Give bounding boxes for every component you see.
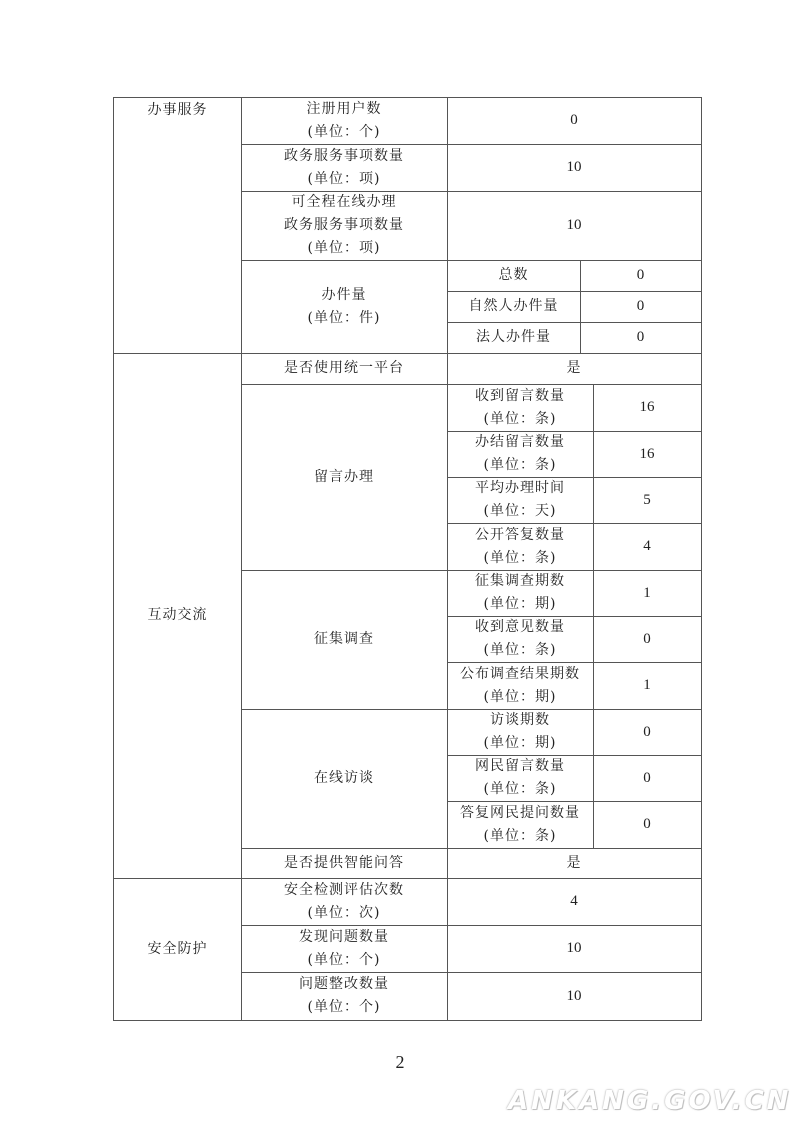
value-netizen-messages: 0: [643, 769, 651, 786]
row-divider: [241, 972, 702, 973]
row-divider: [241, 260, 702, 261]
row-divider: [447, 431, 702, 432]
row-divider: [447, 616, 702, 617]
row-divider: [447, 801, 702, 802]
label-online-items: 可全程在线办理 政务服务事项数量 (单位：项): [284, 194, 404, 256]
row-divider: [447, 291, 702, 292]
label-unified-platform: 是否使用统一平台: [284, 360, 404, 376]
row-divider: [447, 755, 702, 756]
row-divider: [241, 144, 702, 145]
label-legal-person: 法人办件量: [476, 329, 551, 345]
label-messages-closed: 办结留言数量 (单位：条): [475, 434, 565, 473]
label-survey: 征集调查: [314, 631, 374, 647]
row-divider: [241, 848, 702, 849]
value-unified-platform: 是: [566, 360, 582, 376]
value-registered-users: 0: [570, 112, 578, 128]
row-divider: [241, 570, 702, 571]
value-service-items: 10: [566, 159, 582, 175]
value-security-tests: 4: [570, 893, 578, 909]
section-divider: [113, 353, 702, 354]
label-opinions-received: 收到意见数量 (单位：条): [475, 619, 565, 658]
page-number: 2: [395, 1052, 405, 1072]
value-questions-answered: 0: [643, 816, 651, 832]
row-divider: [447, 662, 702, 663]
row-divider: [447, 322, 702, 323]
section-label-security: 安全防护: [147, 940, 208, 957]
value-results-published: 1: [643, 677, 651, 693]
value-legal-person: 0: [636, 329, 645, 345]
label-public-replies: 公开答复数量 (单位：条): [475, 526, 565, 566]
label-average-time: 平均办理时间 (单位：天): [475, 480, 565, 519]
row-divider: [241, 709, 702, 710]
row-divider: [241, 191, 702, 192]
label-messages-received: 收到留言数量 (单位：条): [475, 387, 565, 427]
label-handling-volume: 办件量 (单位：件): [307, 286, 381, 326]
label-service-items: 政务服务事项数量 (单位：项): [284, 147, 404, 187]
label-messages: 留言办理: [314, 468, 374, 485]
label-issues-fixed: 问题整改数量 (单位：个): [299, 976, 389, 1015]
section-divider: [113, 878, 702, 879]
value-issues-found: 10: [566, 940, 582, 956]
value-natural-person: 0: [636, 298, 645, 314]
watermark: ANKANG.GOV.CN: [508, 1086, 792, 1116]
column-divider: [580, 260, 581, 353]
value-average-time: 5: [643, 491, 651, 508]
section-label-interaction: 互动交流: [147, 607, 208, 623]
row-divider: [447, 477, 702, 478]
value-issues-fixed: 10: [566, 987, 582, 1004]
label-natural-person: 自然人办件量: [468, 298, 559, 314]
column-divider: [241, 97, 242, 1021]
label-interview-periods: 访谈期数 (单位：期): [483, 712, 557, 751]
label-issues-found: 发现问题数量 (单位：个): [299, 928, 389, 968]
section-label-affairs: 办事服务: [147, 102, 208, 118]
label-results-published: 公布调查结果期数 (单位：期): [460, 665, 580, 705]
value-smart-qa: 是: [566, 854, 582, 871]
row-divider: [241, 384, 702, 385]
label-total: 总数: [498, 267, 529, 283]
value-messages-closed: 16: [639, 445, 655, 462]
table-border-bottom: [113, 1020, 702, 1021]
label-smart-qa: 是否提供智能问答: [284, 854, 404, 871]
value-opinions-received: 0: [643, 630, 651, 647]
label-survey-periods: 征集调查期数 (单位：期): [475, 573, 565, 612]
value-online-items: 10: [566, 217, 582, 233]
table-border-left: [113, 97, 114, 1021]
table-border-right: [701, 97, 702, 1021]
label-questions-answered: 答复网民提问数量 (单位：条): [460, 804, 580, 844]
label-registered-users: 注册用户数 (单位：个): [306, 100, 382, 140]
row-divider: [447, 523, 702, 524]
label-security-tests: 安全检测评估次数 (单位：次): [284, 881, 404, 921]
value-survey-periods: 1: [643, 584, 651, 601]
table-border-top: [113, 97, 702, 98]
label-netizen-messages: 网民留言数量 (单位：条): [475, 758, 565, 797]
value-messages-received: 16: [639, 399, 655, 415]
value-public-replies: 4: [643, 538, 651, 554]
column-divider: [447, 97, 448, 1021]
value-interview-periods: 0: [643, 723, 651, 740]
value-total: 0: [636, 267, 645, 283]
row-divider: [241, 925, 702, 926]
label-interviews: 在线访谈: [314, 770, 374, 786]
